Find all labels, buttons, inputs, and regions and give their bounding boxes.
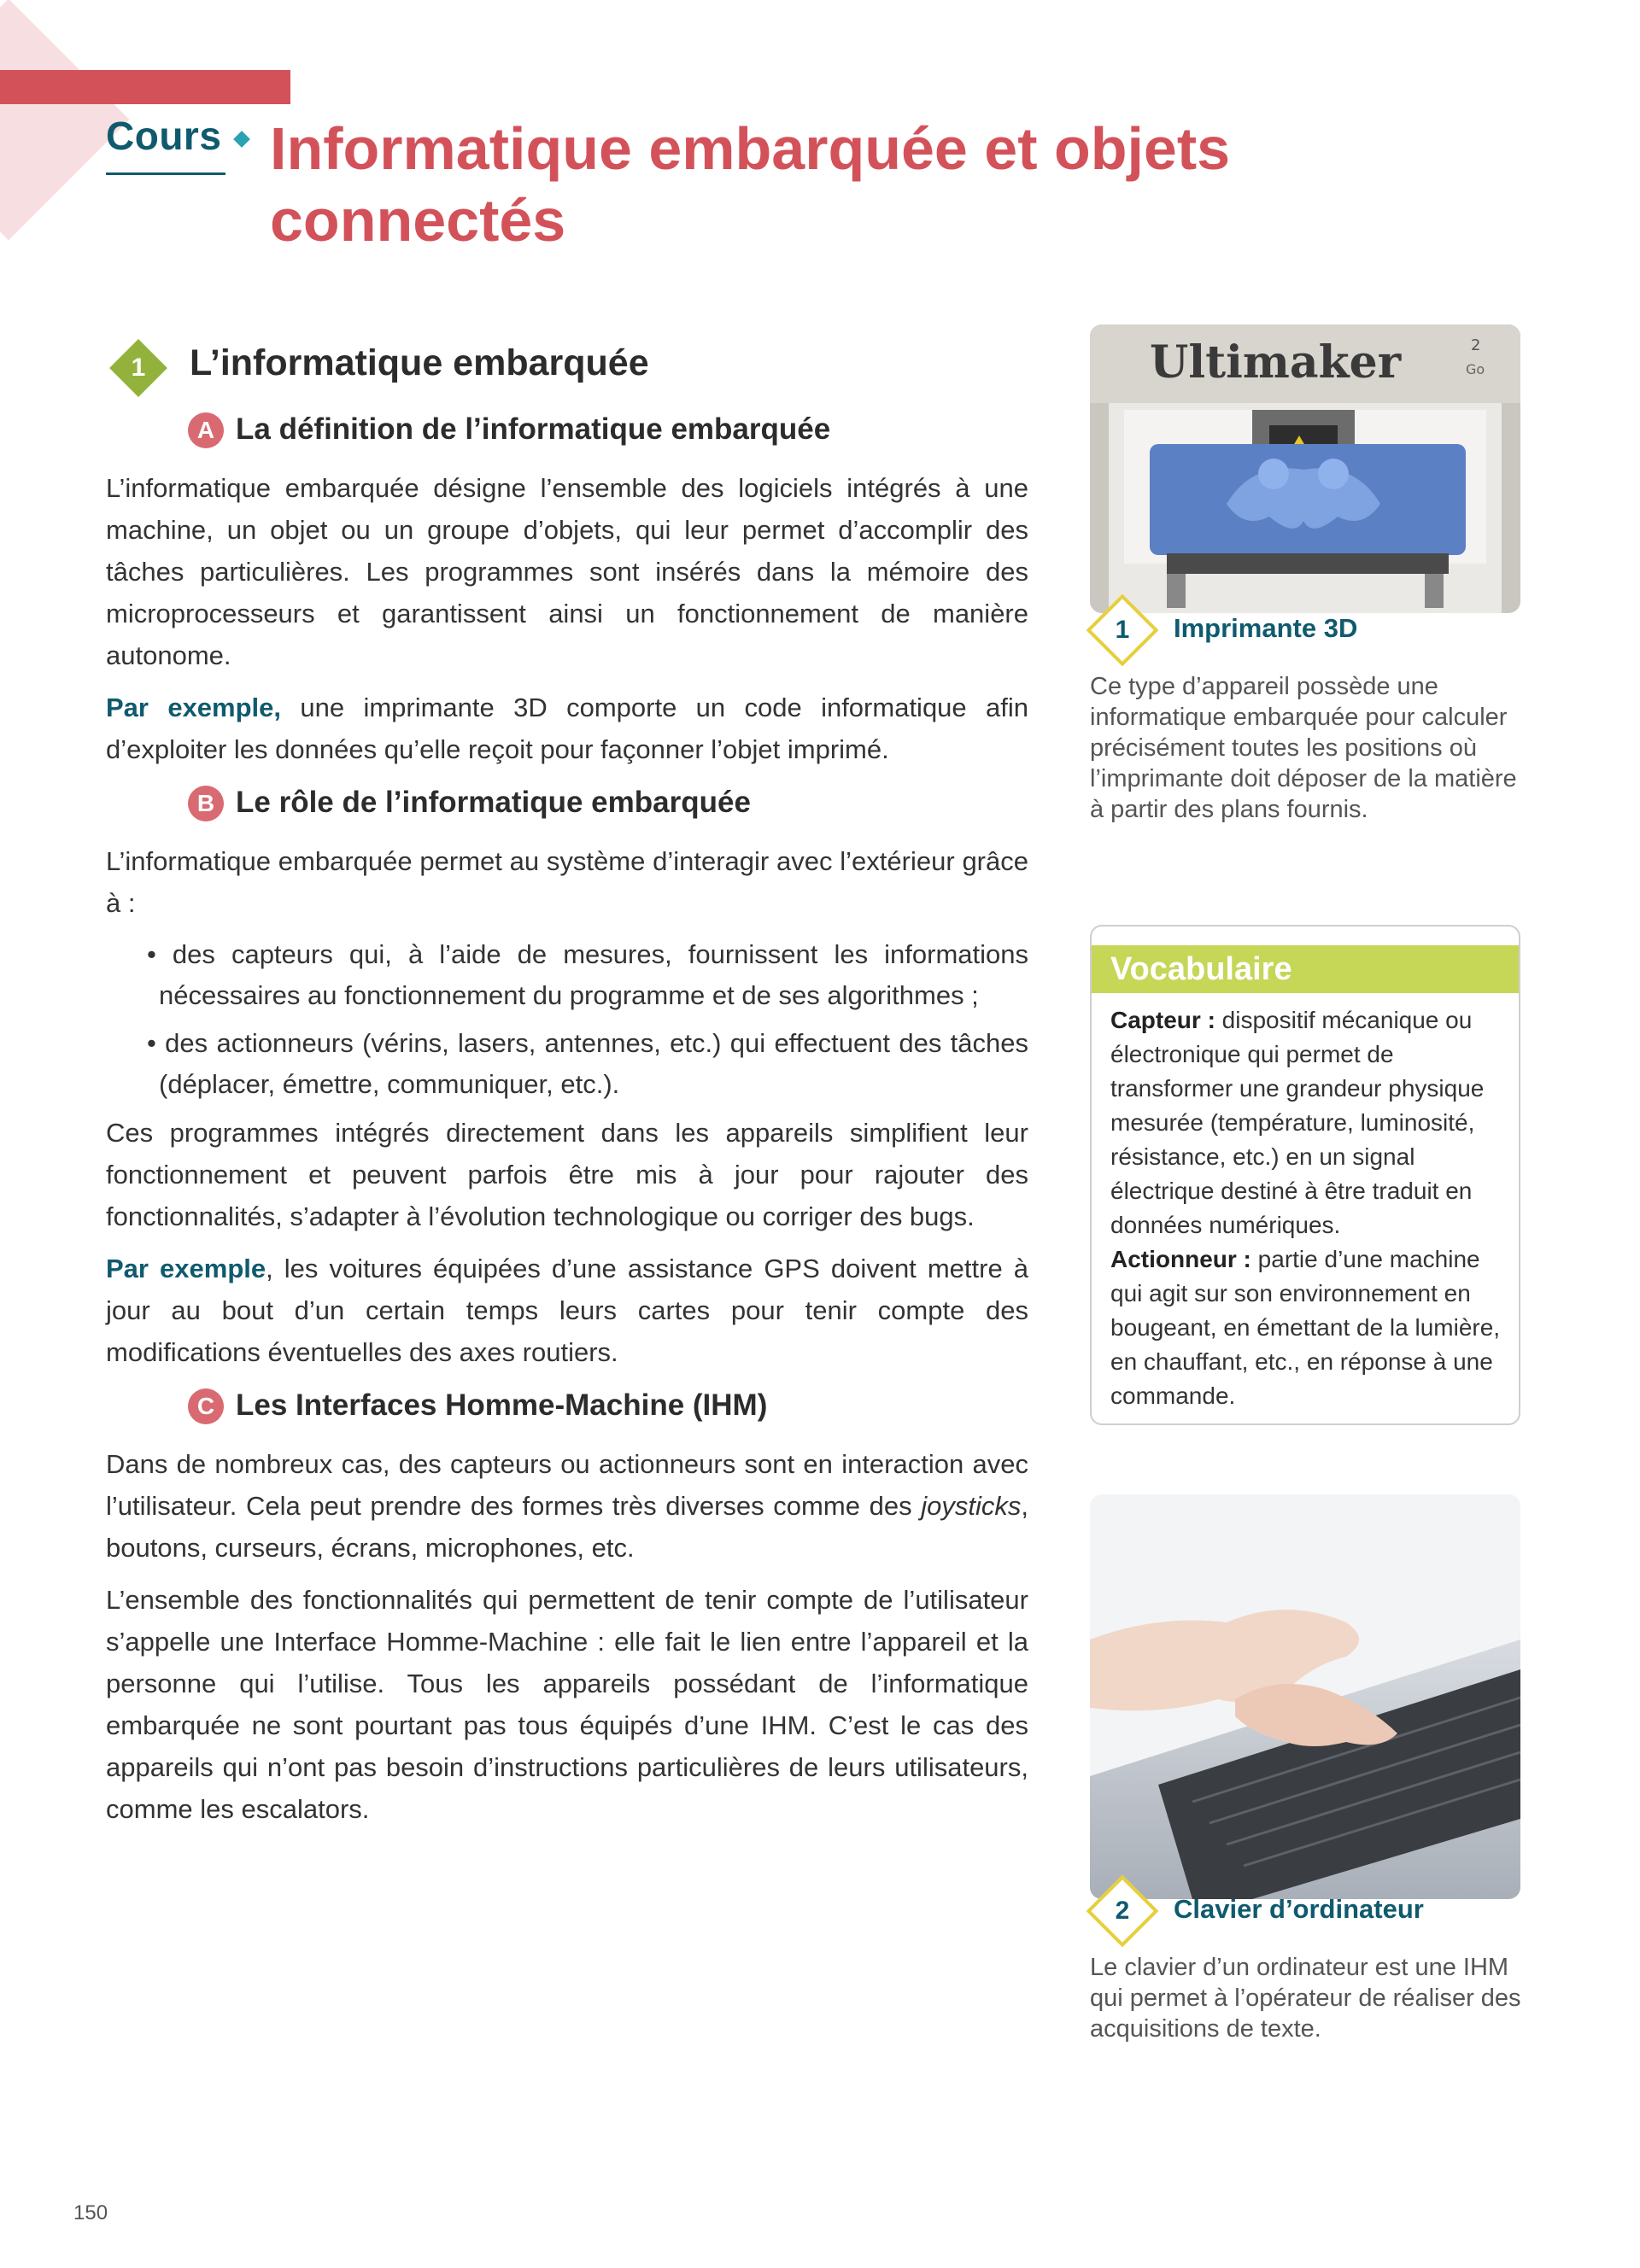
vocabulary-term: Capteur : [1110, 1007, 1215, 1033]
figure-caption-text: Le clavier d’un ordinateur est une IHM qui permet à l’opérateur de réaliser des acquisitions de texte. [1090, 1954, 1521, 2043]
list-item: • des actionneurs (vérins, lasers, antennes, etc.) qui effectuent des tâches (déplacer, émettre, communiquer, etc.). [147, 1028, 1028, 1099]
section-1-heading [106, 337, 1028, 399]
vocabulary-box [1090, 925, 1520, 1425]
vocabulary-entry [1110, 1242, 1505, 1413]
vocabulary-term: Actionneur : [1110, 1246, 1251, 1272]
example-text: , les voitures équipées d’une assistance GPS doivent mettre à jour au bout d’un certain temps leurs cartes pour tenir compte des modifications éventuelles des axes routiers. [106, 1254, 1028, 1367]
example-text: une imprimante 3D comporte un code informatique afin d’exploiter les données qu’elle reçoit pour façonner l’objet imprimé. [106, 693, 1028, 764]
example-label: Par exemple [106, 1254, 266, 1283]
brand-logo-text: Ultimaker [1150, 336, 1402, 389]
diamond-bullet-icon [233, 131, 250, 148]
example-paragraph [106, 1248, 1028, 1373]
cours-underline [106, 172, 226, 175]
figure-title: Clavier d’ordinateur [1174, 1894, 1424, 1924]
paragraph: L’informatique embarquée désigne l’ensemble des logiciels intégrés à une machine, un objet ou un groupe d’objets, qui leur permet d’accomplir des tâches particulières. Les programmes sont insérés dans la mémoire des microprocesseurs et garantissent ainsi un fonctionnement de manière autonome. [106, 473, 1028, 670]
paragraph: L’informatique embarquée permet au système d’interagir avec l’extérieur grâce à : [106, 846, 1028, 918]
vocabulary-body [1092, 993, 1519, 1413]
header-accent-bar [0, 70, 290, 104]
example-paragraph [106, 687, 1028, 770]
text-run: Dans de nombreux cas, des capteurs ou actionneurs sont en interaction avec l’utilisateur. Cela peut prendre des formes très diverses comme des [106, 1449, 1028, 1521]
section-title: L’informatique embarquée [190, 342, 649, 383]
main-content [106, 337, 1028, 1840]
subsection-b-heading [188, 780, 1028, 828]
subsection-c-heading [188, 1383, 1028, 1431]
section-number: 1 [131, 354, 146, 382]
printer-photo [1090, 324, 1520, 613]
vocabulary-title: Vocabulaire [1092, 945, 1519, 993]
subsection-badge: A [188, 412, 224, 448]
subsection-title: Les Interfaces Homme-Machine (IHM) [236, 1388, 768, 1422]
figure-title: Imprimante 3D [1174, 613, 1358, 643]
subsection-title: Le rôle de l’informatique embarquée [236, 786, 751, 819]
figure-caption-text: Ce type d’appareil possède une informatique embarquée pour calculer précisément toutes les positions où l’imprimante doit déposer de la matière à partir des plans fournis. [1090, 673, 1517, 823]
vocabulary-entry [1110, 1003, 1505, 1242]
cours-label: Cours [106, 114, 222, 158]
keyboard-illustration [1090, 1494, 1520, 1899]
subsection-a-heading [188, 407, 1028, 455]
brand-logo-sup: 2 [1471, 336, 1481, 354]
figure-number: 2 [1115, 1897, 1130, 1925]
vocabulary-definition: partie d’une machine qui agit sur son environnement en bougeant, en émettant de la lumière, en chauffant, etc., en réponse à une commande. [1110, 1246, 1501, 1409]
vocabulary-definition: dispositif mécanique ou électronique qui permet de transformer une grandeur physique mesurée (température, luminosité, résistance, etc.) en un signal électrique destiné à être traduit en données numériques. [1110, 1007, 1485, 1238]
list-item: • des capteurs qui, à l’aide de mesures, fournissent les informations nécessaires au fonctionnement du programme et de ses algorithmes ; [147, 939, 1028, 1010]
example-label: Par exemple, [106, 693, 282, 722]
paragraph: Ces programmes intégrés directement dans les appareils simplifient leur fonctionnement et peuvent parfois être mis à jour pour rajouter des fonctionnalités, s’adapter à l’évolution technologique ou corriger des bugs. [106, 1118, 1028, 1231]
brand-logo-go: Go [1466, 361, 1485, 377]
subsection-title: La définition de l’informatique embarquée [236, 412, 831, 446]
page-title: Informatique embarquée et objets connectés [270, 115, 1231, 254]
paragraph [106, 1443, 1028, 1569]
italic-term: joysticks [921, 1491, 1022, 1521]
subsection-badge: B [188, 786, 224, 821]
subsection-badge: C [188, 1388, 224, 1424]
3d-printer-illustration [1090, 324, 1520, 613]
keyboard-photo [1090, 1494, 1520, 1899]
paragraph: L’ensemble des fonctionnalités qui permettent de tenir compte de l’utilisateur s’appelle une Interface Homme-Machine : elle fait le lien entre l’appareil et la personne qui l’utilise. Tous les appareils possédant de l’informatique embarquée ne sont pourtant pas tous équipés d’une IHM. C’est le cas des appareils qui n’ont pas besoin d’instructions particulières de leurs utilisateurs, comme les escalators. [106, 1585, 1028, 1824]
page-number: 150 [73, 2201, 108, 2224]
figure-number: 1 [1115, 616, 1130, 644]
text-run: , boutons, curseurs, écrans, microphones, etc. [106, 1491, 1028, 1563]
